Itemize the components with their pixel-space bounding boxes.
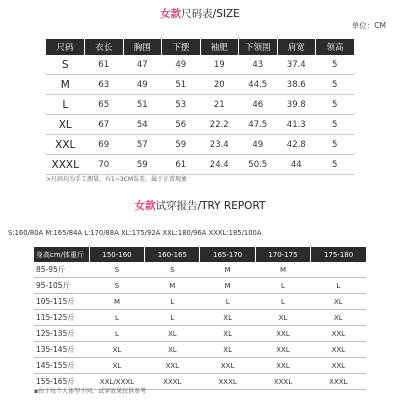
size-table-cell: 59 bbox=[123, 155, 162, 175]
size-table-header-cell: 胸围 bbox=[123, 39, 162, 55]
try-table-cell: 155-165斤 bbox=[34, 374, 89, 390]
size-table-cell: 63 bbox=[85, 75, 124, 95]
try-table-header-cell: 170-175 bbox=[255, 247, 310, 262]
size-table-cell: S bbox=[46, 55, 85, 75]
size-table-cell: 5 bbox=[316, 115, 355, 135]
size-table-header-cell: 袖肥 bbox=[200, 39, 239, 55]
size-table-cell: 5 bbox=[316, 55, 355, 75]
size-table-row bbox=[46, 115, 354, 135]
size-table-cell: 61 bbox=[85, 55, 124, 75]
size-table-cell: 5 bbox=[316, 95, 355, 115]
try-table-cell: M bbox=[89, 294, 144, 310]
try-table-header-row bbox=[34, 247, 366, 262]
try-table-row bbox=[34, 358, 366, 374]
try-table-header-cell: 身高cm/体重斤 bbox=[34, 247, 89, 262]
try-table-cell: XL bbox=[89, 358, 144, 374]
size-table-cell: 57 bbox=[123, 135, 162, 155]
try-report-note: ▪由于每个人体型不同，试穿效果仅供参考 bbox=[34, 388, 147, 395]
size-table-cell: 5 bbox=[316, 75, 355, 95]
try-table-cell: XXXL bbox=[145, 374, 200, 390]
try-table-cell bbox=[311, 262, 366, 278]
size-table-cell: 37.4 bbox=[277, 55, 316, 75]
size-table-cell: XXXL bbox=[46, 155, 85, 175]
try-table-cell: S bbox=[89, 278, 144, 294]
try-table-cell: S bbox=[145, 262, 200, 278]
size-table-cell: 39.8 bbox=[277, 95, 316, 115]
size-table-cell: 51 bbox=[162, 75, 201, 95]
size-table-cell: 38.6 bbox=[277, 75, 316, 95]
size-table-cell: 67 bbox=[85, 115, 124, 135]
size-table-header-cell: 下摆 bbox=[162, 39, 201, 55]
size-title-accent: 女款 bbox=[160, 8, 182, 20]
size-table-cell: L bbox=[46, 95, 85, 115]
try-table-cell: L bbox=[89, 326, 144, 342]
size-title-rest: 尺码表/SIZE bbox=[181, 8, 240, 20]
size-table-cell: 65 bbox=[85, 95, 124, 115]
try-report-title bbox=[0, 198, 400, 213]
try-table-cell: XXXL bbox=[311, 374, 366, 390]
size-table-cell: 56 bbox=[162, 115, 201, 135]
try-table-cell: 135-145斤 bbox=[34, 342, 89, 358]
size-table-cell: 53 bbox=[162, 95, 201, 115]
size-table-cell: 44.5 bbox=[239, 75, 278, 95]
size-table-row bbox=[46, 95, 354, 115]
size-table-header-cell: 衣长 bbox=[85, 39, 124, 55]
try-table-cell: M bbox=[255, 262, 310, 278]
try-table-row bbox=[34, 262, 366, 278]
size-table-cell: 47.5 bbox=[239, 115, 278, 135]
size-table-cell: 69 bbox=[85, 135, 124, 155]
try-table-cell: L bbox=[89, 310, 144, 326]
try-table-header-cell: 165-170 bbox=[200, 247, 255, 262]
try-table-cell: XXXL bbox=[255, 374, 310, 390]
size-table-cell: 46 bbox=[239, 95, 278, 115]
try-table-cell: XXL bbox=[311, 358, 366, 374]
try-table-cell: XXL bbox=[145, 358, 200, 374]
size-table-cell: 21 bbox=[200, 95, 239, 115]
try-title-accent: 女款 bbox=[134, 200, 156, 212]
try-table-cell: 125-135斤 bbox=[34, 326, 89, 342]
size-reference-stats: S:160/80A M:165/84A L:170/88A XL:175/92A XXL:180/96A XXXL:185/100A bbox=[8, 229, 262, 237]
size-table-cell: 22.2 bbox=[200, 115, 239, 135]
size-table-cell: XL bbox=[46, 115, 85, 135]
size-table bbox=[46, 39, 354, 175]
try-report-table bbox=[34, 247, 366, 390]
try-table-cell: L bbox=[255, 278, 310, 294]
try-table-cell: XXL/XXXL bbox=[89, 374, 144, 390]
size-table-header-row bbox=[46, 39, 354, 55]
size-table-row bbox=[46, 55, 354, 75]
try-table-row bbox=[34, 278, 366, 294]
try-table-cell: XXL bbox=[311, 342, 366, 358]
size-table-cell: 49 bbox=[123, 75, 162, 95]
try-table-cell: L bbox=[145, 310, 200, 326]
size-table-header-cell: 领高 bbox=[316, 39, 355, 55]
try-table-row bbox=[34, 310, 366, 326]
try-table-cell: XL bbox=[255, 310, 310, 326]
size-table-cell: 42.8 bbox=[277, 135, 316, 155]
size-table-cell: 41.3 bbox=[277, 115, 316, 135]
try-table-cell: XL bbox=[311, 294, 366, 310]
try-table-header-cell: 175-180 bbox=[311, 247, 366, 262]
try-table-cell: XL bbox=[200, 326, 255, 342]
try-table-cell: S bbox=[89, 262, 144, 278]
size-table-cell: 19 bbox=[200, 55, 239, 75]
try-table-cell: XL bbox=[200, 342, 255, 358]
try-title-rest: 试穿报告/TRY REPORT bbox=[155, 200, 266, 212]
try-table-cell: XL bbox=[311, 310, 366, 326]
size-table-cell: XXL bbox=[46, 135, 85, 155]
size-table-cell: 70 bbox=[85, 155, 124, 175]
size-table-cell: 59 bbox=[162, 135, 201, 155]
size-table-row bbox=[46, 155, 354, 175]
unit-label: 单位：CM bbox=[351, 21, 386, 30]
try-table-cell: XXL bbox=[255, 326, 310, 342]
try-table-cell: XXXL bbox=[200, 374, 255, 390]
size-table-row bbox=[46, 135, 354, 155]
try-table-cell: 85-95斤 bbox=[34, 262, 89, 278]
size-table-cell: 54 bbox=[123, 115, 162, 135]
size-table-cell: 49 bbox=[162, 55, 201, 75]
try-table-cell: L bbox=[311, 278, 366, 294]
try-table-row bbox=[34, 294, 366, 310]
size-table-cell: 23.4 bbox=[200, 135, 239, 155]
try-table-cell: L bbox=[200, 294, 255, 310]
try-table-row bbox=[34, 326, 366, 342]
try-table-cell: 105-115斤 bbox=[34, 294, 89, 310]
size-table-cell: 5 bbox=[316, 155, 355, 175]
try-table-cell: M bbox=[145, 278, 200, 294]
try-table-cell: M bbox=[200, 278, 255, 294]
try-table-cell: M bbox=[200, 262, 255, 278]
try-table-cell: XL bbox=[200, 310, 255, 326]
try-table-cell: XXL bbox=[311, 326, 366, 342]
size-table-cell: M bbox=[46, 75, 85, 95]
size-table-cell: 5 bbox=[316, 135, 355, 155]
size-table-header-cell: 尺码 bbox=[46, 39, 85, 55]
size-table-cell: 51 bbox=[123, 95, 162, 115]
size-table-header-cell: 下领围 bbox=[239, 39, 278, 55]
size-table-cell: 47 bbox=[123, 55, 162, 75]
size-table-note: >尺码均为手工测量，有1~3CM误差，属于正常现象 bbox=[46, 176, 188, 183]
size-table-cell: 50.5 bbox=[239, 155, 278, 175]
size-table-cell: 61 bbox=[162, 155, 201, 175]
try-table-cell: 95-105斤 bbox=[34, 278, 89, 294]
try-table-cell: 145-155斤 bbox=[34, 358, 89, 374]
try-table-cell: L bbox=[255, 294, 310, 310]
try-table-cell: XL bbox=[145, 342, 200, 358]
size-table-cell: 44 bbox=[277, 155, 316, 175]
try-table-cell: XXL bbox=[255, 358, 310, 374]
try-table-cell: XL bbox=[89, 342, 144, 358]
try-table-header-cell: 150-160 bbox=[89, 247, 144, 262]
try-table-cell: L bbox=[145, 294, 200, 310]
size-table-header-cell: 肩宽 bbox=[277, 39, 316, 55]
size-table-cell: 20 bbox=[200, 75, 239, 95]
try-table-cell: XXL bbox=[200, 358, 255, 374]
size-table-cell: 49 bbox=[239, 135, 278, 155]
try-table-cell: XXL bbox=[255, 342, 310, 358]
try-table-cell: 115-125斤 bbox=[34, 310, 89, 326]
size-table-title bbox=[0, 6, 400, 21]
try-table-cell: XL bbox=[145, 326, 200, 342]
size-table-cell: 43 bbox=[239, 55, 278, 75]
size-table-cell: 24.4 bbox=[200, 155, 239, 175]
size-table-row bbox=[46, 75, 354, 95]
try-table-row bbox=[34, 342, 366, 358]
try-table-header-cell: 160-165 bbox=[145, 247, 200, 262]
